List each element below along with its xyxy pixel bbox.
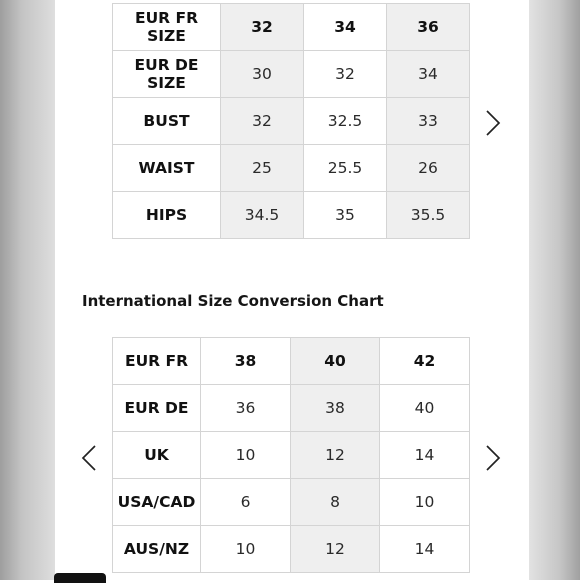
right-side-panel xyxy=(529,0,580,580)
table-row xyxy=(113,98,470,145)
row-label: EUR DE SIZE xyxy=(113,51,221,98)
table-row xyxy=(113,4,470,51)
size-cell: 36 xyxy=(201,385,291,432)
table-row xyxy=(113,432,470,479)
row-label: HIPS xyxy=(113,192,221,239)
table-row xyxy=(113,385,470,432)
corner-bar xyxy=(54,573,106,583)
size-cell: 32 xyxy=(221,98,304,145)
chart-title: International Size Conversion Chart xyxy=(82,292,384,310)
size-cell: 36 xyxy=(387,4,470,51)
table-row xyxy=(113,479,470,526)
row-label: AUS/NZ xyxy=(113,526,201,573)
next-arrow-bottom[interactable] xyxy=(478,441,508,475)
size-cell: 10 xyxy=(201,432,291,479)
size-cell: 33 xyxy=(387,98,470,145)
size-cell: 35.5 xyxy=(387,192,470,239)
size-cell: 40 xyxy=(291,338,380,385)
size-cell: 26 xyxy=(387,145,470,192)
size-cell: 10 xyxy=(380,479,470,526)
next-arrow-top[interactable] xyxy=(478,106,508,140)
size-cell: 14 xyxy=(380,432,470,479)
size-cell: 38 xyxy=(201,338,291,385)
size-cell: 12 xyxy=(291,432,380,479)
row-label: USA/CAD xyxy=(113,479,201,526)
size-cell: 32 xyxy=(221,4,304,51)
size-cell: 32 xyxy=(304,51,387,98)
conversion-chart-table xyxy=(112,337,470,573)
size-cell: 42 xyxy=(380,338,470,385)
table-row xyxy=(113,338,470,385)
row-label: UK xyxy=(113,432,201,479)
size-cell: 35 xyxy=(304,192,387,239)
size-cell: 10 xyxy=(201,526,291,573)
size-cell: 14 xyxy=(380,526,470,573)
table-row xyxy=(113,145,470,192)
row-label: EUR FR xyxy=(113,338,201,385)
size-cell: 12 xyxy=(291,526,380,573)
chevron-left-icon xyxy=(81,444,97,472)
size-cell: 25.5 xyxy=(304,145,387,192)
size-cell: 25 xyxy=(221,145,304,192)
row-label: BUST xyxy=(113,98,221,145)
size-cell: 8 xyxy=(291,479,380,526)
left-side-panel xyxy=(0,0,55,580)
row-label: WAIST xyxy=(113,145,221,192)
table-row xyxy=(113,192,470,239)
row-label: EUR DE xyxy=(113,385,201,432)
chevron-right-icon xyxy=(485,444,501,472)
size-cell: 34 xyxy=(387,51,470,98)
size-cell: 6 xyxy=(201,479,291,526)
size-cell: 34.5 xyxy=(221,192,304,239)
size-cell: 34 xyxy=(304,4,387,51)
chevron-right-icon xyxy=(485,109,501,137)
table-row xyxy=(113,51,470,98)
prev-arrow-bottom[interactable] xyxy=(74,441,104,475)
size-chart-table xyxy=(112,3,470,239)
row-label: EUR FR SIZE xyxy=(113,4,221,51)
size-cell: 30 xyxy=(221,51,304,98)
size-cell: 32.5 xyxy=(304,98,387,145)
table-row xyxy=(113,526,470,573)
size-cell: 40 xyxy=(380,385,470,432)
size-cell: 38 xyxy=(291,385,380,432)
